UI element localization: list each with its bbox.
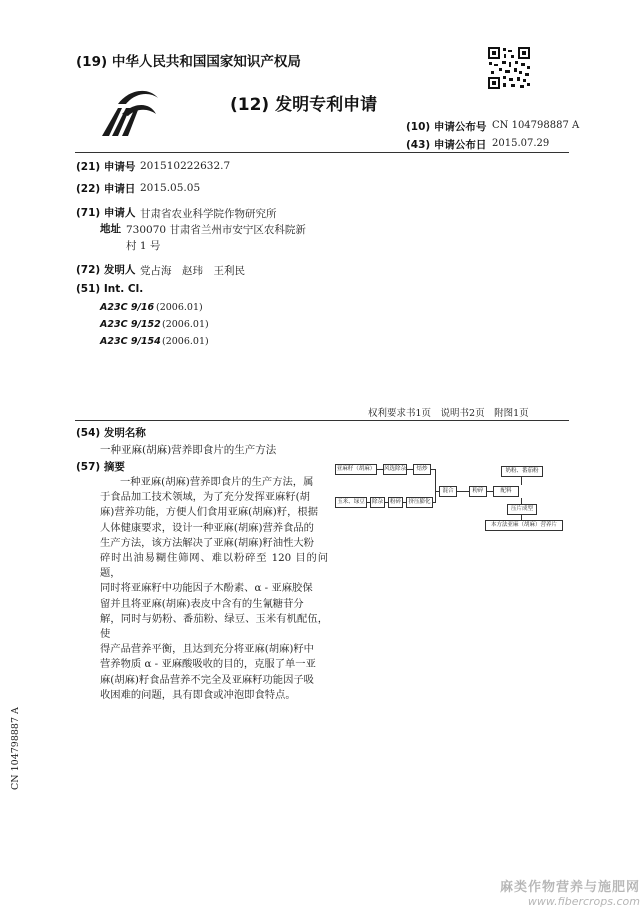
cnipa-logo-icon — [98, 84, 164, 138]
app-date-value: 2015.05.05 — [140, 182, 201, 194]
header-divider — [75, 152, 569, 153]
document-type: (12) 发明专利申请 — [230, 95, 378, 115]
app-no-value: 201510222632.7 — [140, 160, 231, 172]
intcl-code-2: A23C 9/152 — [100, 319, 161, 330]
intcl-code-1: A23C 9/16 — [100, 302, 155, 313]
abstract-line: 人体健康要求，设计一种亚麻(胡麻)营养食品的 — [100, 521, 314, 534]
pub-date-value: 2015.07.29 — [492, 138, 550, 149]
address-line1: 730070 甘肃省兰州市安宁区农科院新 — [126, 224, 306, 236]
abstract-line: 留并且将亚麻(胡麻)表皮中含有的生氰糖苷分 — [100, 597, 304, 610]
connector — [435, 469, 436, 491]
flow-node-corn-mungbean: 玉米、绿豆 — [335, 497, 367, 508]
pub-date-label: (43) 申请公布日 — [406, 139, 487, 151]
flow-node-extrusion: 挤压膨化 — [406, 497, 433, 508]
inventors-label: (72) 发明人 — [76, 264, 136, 276]
abstract-line: 麻(胡麻)籽食品营养不完全及亚麻籽功能因子吸 — [100, 673, 314, 686]
watermark-url: www.fibercrops.com — [527, 895, 640, 908]
process-flow-diagram — [335, 460, 571, 532]
abstract-line: 于食品加工技术领域，为了充分发挥亚麻籽(胡 — [100, 491, 310, 504]
invention-title: 一种亚麻(胡麻)营养即食片的生产方法 — [100, 444, 277, 456]
flow-node-roasting: 焙炒 — [413, 464, 431, 475]
intcl-date-2: (2006.01) — [162, 319, 209, 330]
flow-node-impurity-removal: 除杂 — [370, 497, 385, 508]
connector — [435, 492, 436, 503]
abstract-label: (57) 摘要 — [76, 461, 125, 473]
inventors-value: 党占海 赵玮 王利民 — [140, 265, 245, 277]
abstract-body — [100, 475, 328, 703]
abstract-line: 营养物质 α - 亚麻酸吸收的目的，克服了单一亚 — [100, 658, 316, 671]
section-divider — [75, 420, 569, 421]
side-publication-number: CN 104798887 A — [10, 707, 21, 790]
flow-node-mixing: 混合 — [439, 486, 457, 497]
abstract-line: 收困难的问题，具有即食或冲泡即食特点。 — [100, 688, 296, 701]
app-no-label: (21) 申请号 — [76, 161, 136, 173]
intcl-date-1: (2006.01) — [156, 302, 203, 313]
address-label: 地址 — [100, 223, 121, 235]
flow-node-batching: 配料 — [493, 486, 519, 497]
abstract-line: 麻)营养功能，方便人们食用亚麻(胡麻)籽，根据 — [100, 506, 318, 519]
cnipa-logo — [98, 84, 164, 138]
abstract-line: 碎时出油易糊住筛网、难以粉碎至 120 目的问题， — [100, 552, 328, 580]
intcl-code-3: A23C 9/154 — [100, 336, 161, 347]
connector — [521, 477, 522, 485]
page-counts: 权利要求书1页 说明书2页 附图1页 — [368, 408, 529, 419]
address-line2: 村 1 号 — [126, 240, 161, 252]
flow-node-grinding-2: 粉碎 — [469, 486, 487, 497]
abstract-line: 解，同时与奶粉、番茄粉、绿豆、玉米有机配伍，使 — [100, 612, 328, 641]
abstract-line: 得产品营养平衡，且达到充分将亚麻(胡麻)籽中 — [100, 643, 314, 656]
connector — [455, 491, 469, 492]
abstract-line: 一种亚麻(胡麻)营养即食片的生产方法，属 — [120, 476, 314, 488]
pub-no-value: CN 104798887 A — [492, 120, 580, 131]
flow-node-grinding-1: 粉碎 — [388, 497, 403, 508]
applicant-label: (71) 申请人 — [76, 207, 136, 219]
pub-no-label: (10) 申请公布号 — [406, 121, 487, 133]
title-label: (54) 发明名称 — [76, 427, 146, 439]
applicant-value: 甘肃省农业科学院作物研究所 — [140, 208, 277, 220]
qr-code — [487, 46, 531, 90]
flow-node-tableting: 压片成型 — [507, 504, 537, 515]
watermark — [470, 876, 640, 908]
intcl-label: (51) Int. Cl. — [76, 283, 144, 295]
abstract-line: 生产方法，该方法解决了亚麻(胡麻)籽油性大粉 — [100, 536, 314, 549]
flow-node-flaxseed: 亚麻籽（胡麻） — [335, 464, 377, 475]
flow-node-air-cleaning: 风选除杂 — [383, 464, 407, 475]
flow-node-final-product: 本方法亚麻（胡麻）营养片 — [485, 520, 563, 531]
app-date-label: (22) 申请日 — [76, 183, 136, 195]
qr-code-icon — [487, 46, 531, 90]
intcl-date-3: (2006.01) — [162, 336, 209, 347]
flow-node-milk-tomato: 奶粉、番茄粉 — [501, 466, 543, 477]
patent-office-name: (19) 中华人民共和国国家知识产权局 — [76, 54, 301, 70]
abstract-line: 同时将亚麻籽中功能因子木酚素、α - 亚麻胶保 — [100, 582, 313, 595]
watermark-text: 麻类作物营养与施肥网 — [499, 880, 640, 895]
